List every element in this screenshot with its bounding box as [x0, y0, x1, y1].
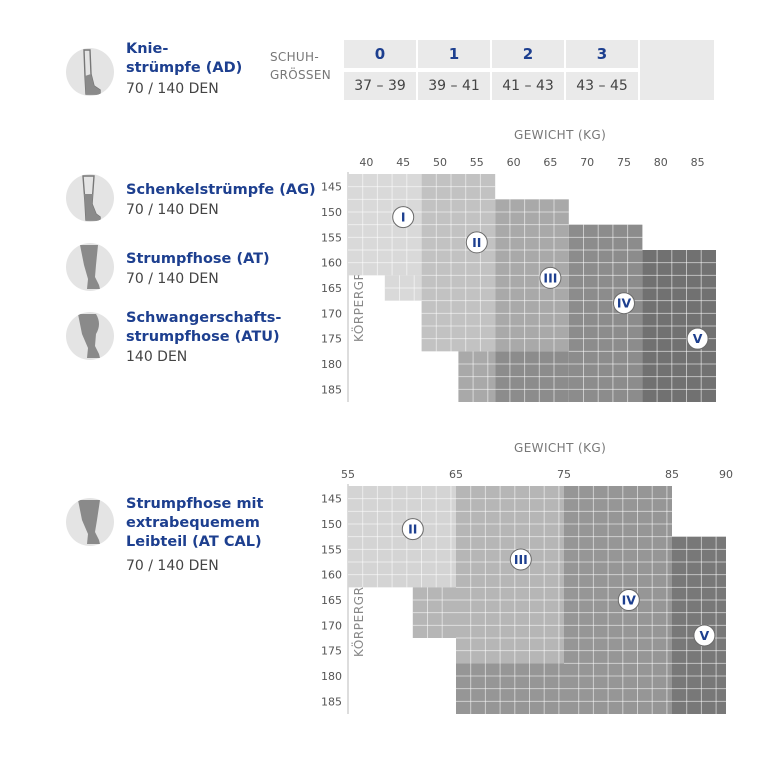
shoe-size-1: 1	[418, 40, 490, 68]
x-tick-55: 55	[341, 468, 355, 481]
chart2-x-axis-title: GEWICHT (KG)	[514, 441, 607, 455]
maternity-tights-den: 140 DEN	[126, 349, 188, 365]
x-tick-70: 70	[580, 156, 595, 169]
thigh-stocking-icon	[66, 174, 114, 222]
x-tick-40: 40	[359, 156, 374, 169]
chart2-weight-height-grid	[321, 462, 733, 722]
y-tick-175: 175	[321, 644, 342, 658]
y-tick-145: 145	[321, 492, 342, 506]
y-tick-160: 160	[321, 256, 342, 270]
x-tick-85: 85	[665, 468, 679, 481]
knee-stocking-den: 70 / 140 DEN	[126, 81, 219, 97]
maternity-tights-title: Schwangerschafts- strumpfhose (ATU)	[126, 310, 282, 345]
tights-icon	[66, 243, 114, 291]
zone-I-label: I	[400, 209, 406, 225]
x-tick-50: 50	[433, 156, 447, 169]
y-tick-180: 180	[321, 358, 342, 371]
y-tick-150: 150	[321, 206, 342, 219]
tights-title: Strumpfhose (AT)	[126, 251, 270, 267]
zone-III-label: III	[543, 270, 558, 286]
zone-II-label: II	[472, 234, 482, 250]
y-tick-180: 180	[321, 670, 342, 683]
thigh-stocking-den: 70 / 140 DEN	[126, 202, 219, 218]
x-tick-90: 90	[719, 468, 733, 481]
y-tick-170: 170	[321, 619, 342, 633]
y-tick-185: 185	[321, 695, 342, 709]
shoe-size-range-3: 43 – 45	[566, 72, 638, 100]
shoe-table-empty-cell	[640, 40, 714, 100]
shoe-size-2: 2	[492, 40, 564, 68]
zone-V-label: V	[692, 331, 703, 347]
x-tick-75: 75	[557, 468, 571, 481]
x-tick-65: 65	[543, 156, 558, 169]
thigh-stocking-title: Schenkelstrümpfe (AG)	[126, 182, 316, 198]
knee-stocking-title: Knie- strümpfe (AD)	[126, 41, 243, 76]
x-tick-85: 85	[690, 156, 705, 169]
shoe-size-range-0: 37 – 39	[344, 72, 416, 100]
y-tick-165: 165	[321, 594, 342, 607]
zone-IV-label: IV	[621, 592, 636, 608]
x-tick-60: 60	[506, 156, 521, 169]
y-tick-185: 185	[321, 383, 342, 397]
shoe-size-range-1: 39 – 41	[418, 72, 490, 100]
zone-IV-label: IV	[616, 295, 632, 311]
comfort-tights-icon	[66, 498, 114, 546]
x-tick-75: 75	[617, 156, 631, 169]
x-tick-45: 45	[396, 156, 411, 169]
chart1-weight-height-grid	[321, 150, 728, 410]
shoe-size-0: 0	[344, 40, 416, 68]
zone-V-label: V	[699, 627, 710, 643]
y-tick-150: 150	[321, 518, 342, 531]
y-tick-175: 175	[321, 332, 342, 346]
shoe-size-label: SCHUH- GRÖSSEN	[270, 50, 331, 82]
zone-II-label: II	[408, 521, 418, 537]
y-tick-155: 155	[321, 543, 342, 557]
x-tick-65: 65	[449, 468, 463, 481]
y-tick-160: 160	[321, 568, 342, 582]
tights-den: 70 / 140 DEN	[126, 271, 219, 287]
knee-stocking-icon	[66, 48, 114, 96]
y-tick-145: 145	[321, 180, 342, 194]
x-tick-55: 55	[469, 156, 484, 169]
y-tick-165: 165	[321, 282, 342, 295]
comfort-tights-den: 70 / 140 DEN	[126, 558, 219, 574]
shoe-size-range-2: 41 – 43	[492, 72, 564, 100]
x-tick-80: 80	[653, 156, 668, 169]
zone-III-label: III	[513, 551, 528, 567]
y-tick-155: 155	[321, 231, 342, 245]
shoe-size-3: 3	[566, 40, 638, 68]
chart1-x-axis-title: GEWICHT (KG)	[514, 128, 607, 142]
y-tick-170: 170	[321, 307, 342, 321]
comfort-tights-title: Strumpfhose mit extrabequemem Leibteil (AT CAL)	[126, 496, 264, 550]
maternity-tights-icon	[66, 312, 114, 360]
